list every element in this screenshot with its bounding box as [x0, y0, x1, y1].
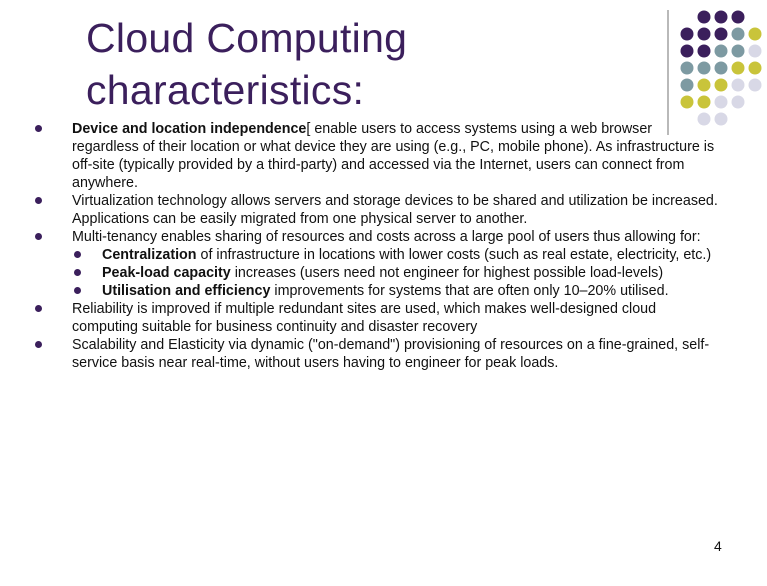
- decorative-dot: [681, 96, 694, 109]
- list-item: [0, 228, 722, 246]
- decorative-dot: [732, 45, 745, 58]
- slide-title: [86, 12, 646, 116]
- item-text: Virtualization technology allows servers and storage devices to be shared and utilization be increased. Applications can be easily migrated from one physical server to another.: [72, 193, 718, 227]
- bullet-icon: [35, 197, 42, 204]
- bullet-icon: [35, 341, 42, 348]
- decorative-dot: [715, 79, 728, 92]
- decorative-dot: [681, 28, 694, 41]
- decorative-dot: [732, 79, 745, 92]
- slide-body: [0, 120, 767, 372]
- sub-bullet-icon: [74, 287, 81, 294]
- decorative-dot: [681, 45, 694, 58]
- page-number: 4: [714, 538, 722, 554]
- decorative-dot: [715, 28, 728, 41]
- decorative-dot: [698, 79, 711, 92]
- decorative-dot: [732, 28, 745, 41]
- item-bold: Peak-load capacity: [102, 265, 231, 281]
- item-text: increases (users need not engineer for highest possible load-levels): [230, 265, 664, 281]
- item-bold: Device and location independence: [72, 121, 307, 137]
- decorative-dot: [698, 62, 711, 75]
- bullet-icon: [35, 233, 42, 240]
- item-text: improvements for systems that are often only 10–20% utilised.: [270, 283, 669, 299]
- item-text: [ enable users to access systems using a web browser regardless of their location or what device they are using (e.g., PC, mobile phone). As infrastructure is off-site (typically provided by a third-party) and accessed via the Internet, users can connect from anywhere.: [72, 121, 715, 191]
- item-text: Scalability and Elasticity via dynamic ("on-demand") provisioning of resources on a fine-grained, self-service basis near real-time, without users having to engineer for peak loads.: [72, 337, 710, 371]
- item-text: Multi-tenancy enables sharing of resources and costs across a large pool of users thus allowing for:: [72, 229, 701, 245]
- decorative-dot: [749, 79, 762, 92]
- decorative-dot: [732, 11, 745, 24]
- decorative-dot: [681, 62, 694, 75]
- decorative-dot: [715, 45, 728, 58]
- sub-list-item: [0, 246, 722, 264]
- decorative-divider: [667, 10, 669, 135]
- sub-list-item: [0, 264, 722, 282]
- sub-bullet-icon: [74, 251, 81, 258]
- decorative-dot: [749, 45, 762, 58]
- list-item: [0, 300, 722, 336]
- decorative-dot: [698, 28, 711, 41]
- decorative-dot: [715, 62, 728, 75]
- item-bold: Utilisation and efficiency: [102, 283, 271, 299]
- item-text: Reliability is improved if multiple redundant sites are used, which makes well-designed cloud computing suitable for business continuity and disaster recovery: [72, 301, 657, 335]
- decorative-dot: [698, 45, 711, 58]
- decorative-dot: [698, 96, 711, 109]
- sub-bullet-icon: [74, 269, 81, 276]
- list-item: [0, 336, 722, 372]
- decorative-dot: [732, 96, 745, 109]
- title-line-1: Cloud Computing: [86, 15, 408, 61]
- decorative-dot: [749, 62, 762, 75]
- decorative-dot: [749, 28, 762, 41]
- item-text: of infrastructure in locations with lower costs (such as real estate, electricity, etc.): [196, 247, 712, 263]
- bullet-icon: [35, 125, 42, 132]
- list-item: [0, 120, 722, 192]
- sub-list-item: [0, 282, 722, 300]
- decorative-dot: [681, 79, 694, 92]
- list-item: [0, 192, 722, 228]
- decorative-dot: [732, 62, 745, 75]
- bullet-icon: [35, 305, 42, 312]
- decorative-dot: [715, 96, 728, 109]
- decorative-dot: [698, 11, 711, 24]
- item-bold: Centralization: [102, 247, 197, 263]
- title-line-2: characteristics:: [86, 67, 365, 113]
- decorative-dot: [715, 11, 728, 24]
